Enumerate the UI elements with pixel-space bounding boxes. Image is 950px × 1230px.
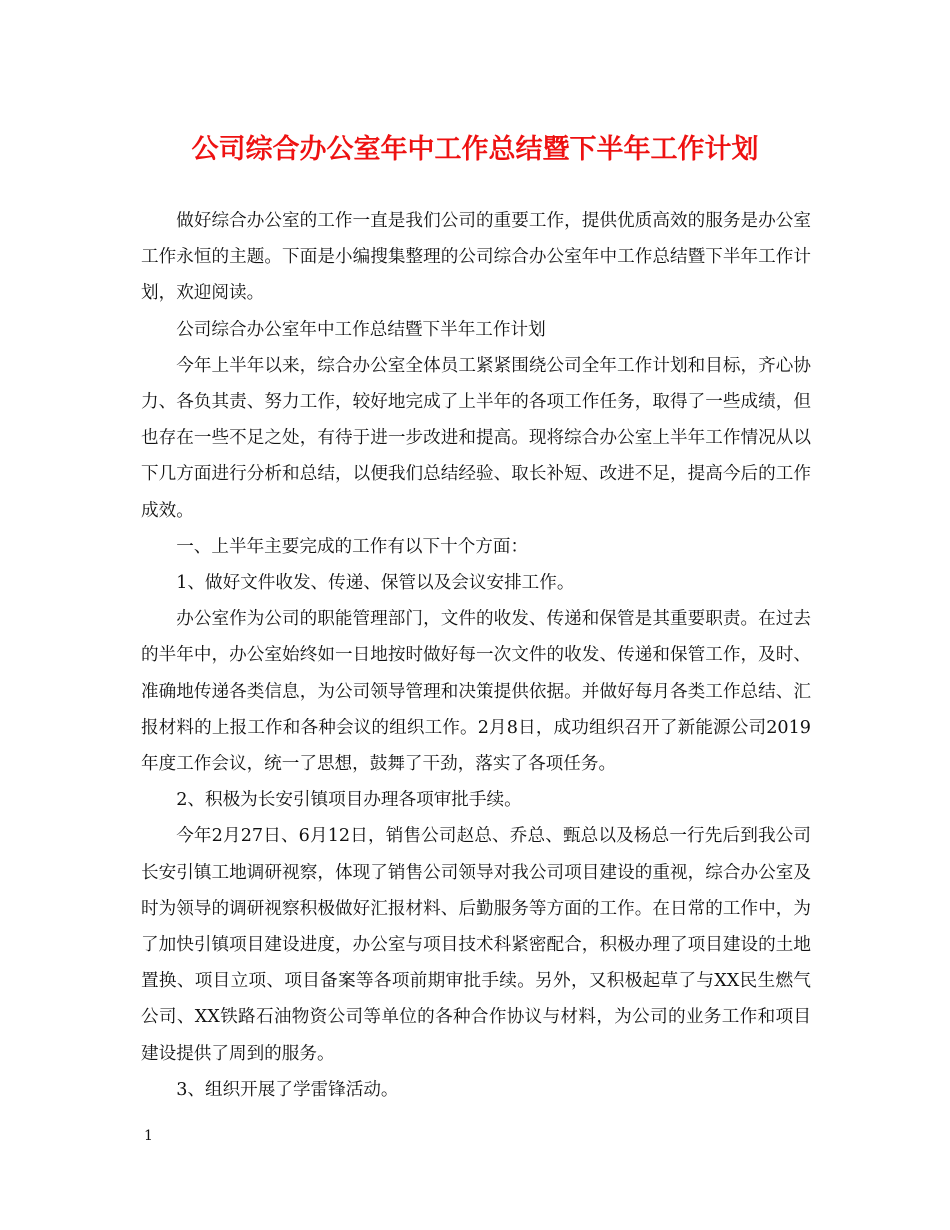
item-heading-3: 3、组织开展了学雷锋活动。 [176, 1079, 399, 1100]
item-heading-2: 2、积极为长安引镇项目办理各项审批手续。 [176, 790, 522, 811]
document-body [141, 203, 811, 1108]
paragraph-intro: 做好综合办公室的工作一直是我们公司的重要工作，提供优质高效的服务是办公室工作永恒的主题。下面是小编搜集整理的公司综合办公室年中工作总结暨下半年工作计划，欢迎阅读。 [141, 211, 811, 304]
paragraph-overview: 今年上半年以来，综合办公室全体员工紧紧围绕公司全年工作计划和目标，齐心协力、各负其责、努力工作，较好地完成了上半年的各项工作任务，取得了一些成绩，但也存在一些不足之处，有待于进一步改进和提高。现将综合办公室上半年工作情况从以下几方面进行分析和总结，以便我们总结经验、取长补短、改进不足，提高今后的工作成效。 [141, 355, 811, 521]
page-number: 1 [144, 1128, 153, 1144]
item-heading-1: 1、做好文件收发、传递、保管以及会议安排工作。 [176, 573, 575, 594]
document-title: 公司综合办公室年中工作总结暨下半年工作计划 [191, 134, 759, 165]
section-heading-1: 一、上半年主要完成的工作有以下十个方面： [176, 536, 529, 557]
paragraph-item-2: 今年2月27日、6月12日，销售公司赵总、乔总、甄总以及杨总一行先后到我公司长安引镇工地调研视察，体现了销售公司领导对我公司项目建设的重视，综合办公室及时为领导的调研视察积极做好汇报材料、后勤服务等方面的工作。在日常的工作中，为了加快引镇项目建设进度，办公室与项目技术科紧密配合，积极办理了项目建设的土地置换、项目立项、项目备案等各项前期审批手续。另外，又积极起草了与XX民生燃气公司、XX铁路石油物资公司等单位的各种合作协议与材料，为公司的业务工作和项目建设提供了周到的服务。 [141, 826, 811, 1064]
paragraph-item-1: 办公室作为公司的职能管理部门，文件的收发、传递和保管是其重要职责。在过去的半年中，办公室始终如一日地按时做好每一次文件的收发、传递和保管工作，及时、准确地传递各类信息，为公司领导管理和决策提供依据。并做好每月各类工作总结、汇报材料的上报工作和各种会议的组织工作。2月8日，成功组织召开了新能源公司2019年度工作会议，统一了思想，鼓舞了干劲，落实了各项任务。 [141, 609, 811, 775]
paragraph-subtitle: 公司综合办公室年中工作总结暨下半年工作计划 [176, 319, 546, 340]
